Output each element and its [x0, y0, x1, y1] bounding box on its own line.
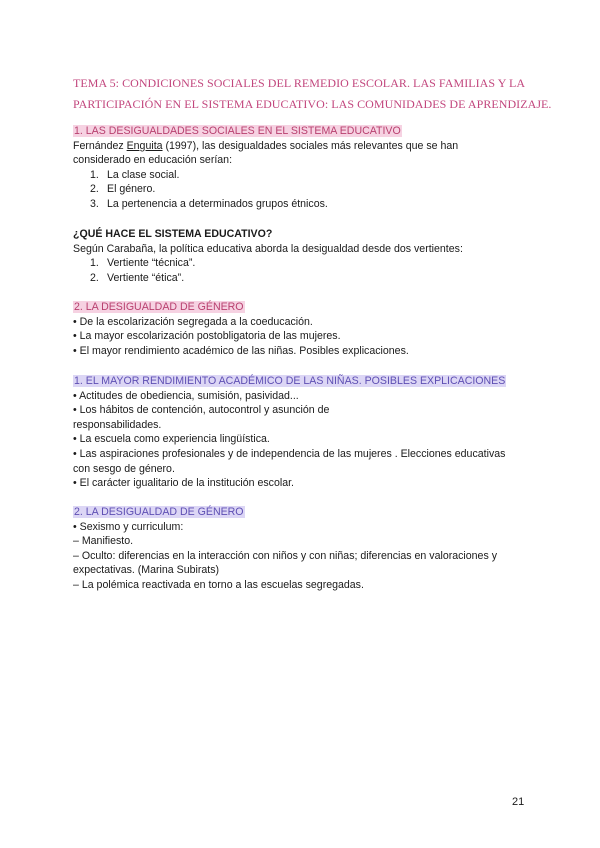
text-line: • Los hábitos de contención, autocontrol y asunción de	[73, 404, 330, 417]
author-name: Enguita	[126, 139, 163, 152]
section-what-does-system-do	[73, 227, 463, 285]
list-item: 1. La clase social.	[90, 168, 180, 181]
text-line: • Sexismo y curriculum:	[73, 520, 184, 533]
bullet-item: • La mayor escolarización postobligatoria de las mujeres.	[73, 330, 341, 343]
document-title	[73, 73, 552, 115]
intro-line-2: considerado en educación serían:	[73, 154, 233, 167]
bullet-item: • El mayor rendimiento académico de las niñas. Posibles explicaciones.	[73, 344, 409, 357]
text-line: • Las aspiraciones profesionales y de independencia de las mujeres . Elecciones educativas	[73, 447, 506, 460]
list-item: 2. El género.	[90, 183, 156, 196]
text-line: expectativas. (Marina Subirats)	[73, 564, 220, 577]
title-line-1: TEMA 5: CONDICIONES SOCIALES DEL REMEDIO ESCOLAR. LAS FAMILIAS Y LA	[73, 76, 526, 90]
bullet-item: • De la escolarización segregada a la coeducación.	[73, 315, 313, 328]
text-line: responsabilidades.	[73, 418, 162, 431]
text-line: • Actitudes de obediencia, sumisión, pasividad...	[73, 389, 299, 402]
section-heading: 1. EL MAYOR RENDIMIENTO ACADÉMICO DE LAS NIÑAS. POSIBLES EXPLICACIONES	[74, 375, 506, 387]
list-item: 2. Vertiente “ética”.	[90, 271, 185, 284]
section-gender-inequality	[73, 300, 409, 358]
text-line: • El carácter igualitario de la institución escolar.	[73, 477, 294, 490]
text-line: – Oculto: diferencias en la interacción con niños y con niñas; diferencias en valoraciones y	[73, 549, 497, 562]
title-line-2: PARTICIPACIÓN EN EL SISTEMA EDUCATIVO: LAS COMUNIDADES DE APRENDIZAJE.	[73, 97, 552, 111]
text-line: – Manifiesto.	[73, 535, 134, 548]
text-line: – La polémica reactivada en torno a las escuelas segregadas.	[73, 578, 364, 591]
section-gender-inequality-2	[73, 505, 497, 593]
section-academic-performance	[73, 374, 506, 491]
text-line: con sesgo de género.	[73, 462, 175, 475]
page-number: 21	[512, 796, 525, 808]
section-social-inequalities	[73, 124, 458, 212]
list-item: 1. Vertiente “técnica”.	[90, 257, 196, 270]
section-heading: 2. LA DESIGUALDAD DE GÉNERO	[74, 506, 244, 518]
section-heading: ¿QUÉ HACE EL SISTEMA EDUCATIVO?	[73, 228, 273, 240]
section-heading: 1. LAS DESIGUALDADES SOCIALES EN EL SISTEMA EDUCATIVO	[74, 125, 401, 137]
text-line: • La escuela como experiencia lingüística.	[73, 433, 270, 446]
intro-line: Fernández Enguita (1997), las desigualdades sociales más relevantes que se han	[73, 139, 459, 152]
intro-line: Según Carabaña, la política educativa aborda la desigualdad desde dos vertientes:	[73, 242, 463, 255]
list-item: 3. La pertenencia a determinados grupos étnicos.	[90, 197, 328, 210]
section-heading: 2. LA DESIGUALDAD DE GÉNERO	[74, 301, 244, 313]
